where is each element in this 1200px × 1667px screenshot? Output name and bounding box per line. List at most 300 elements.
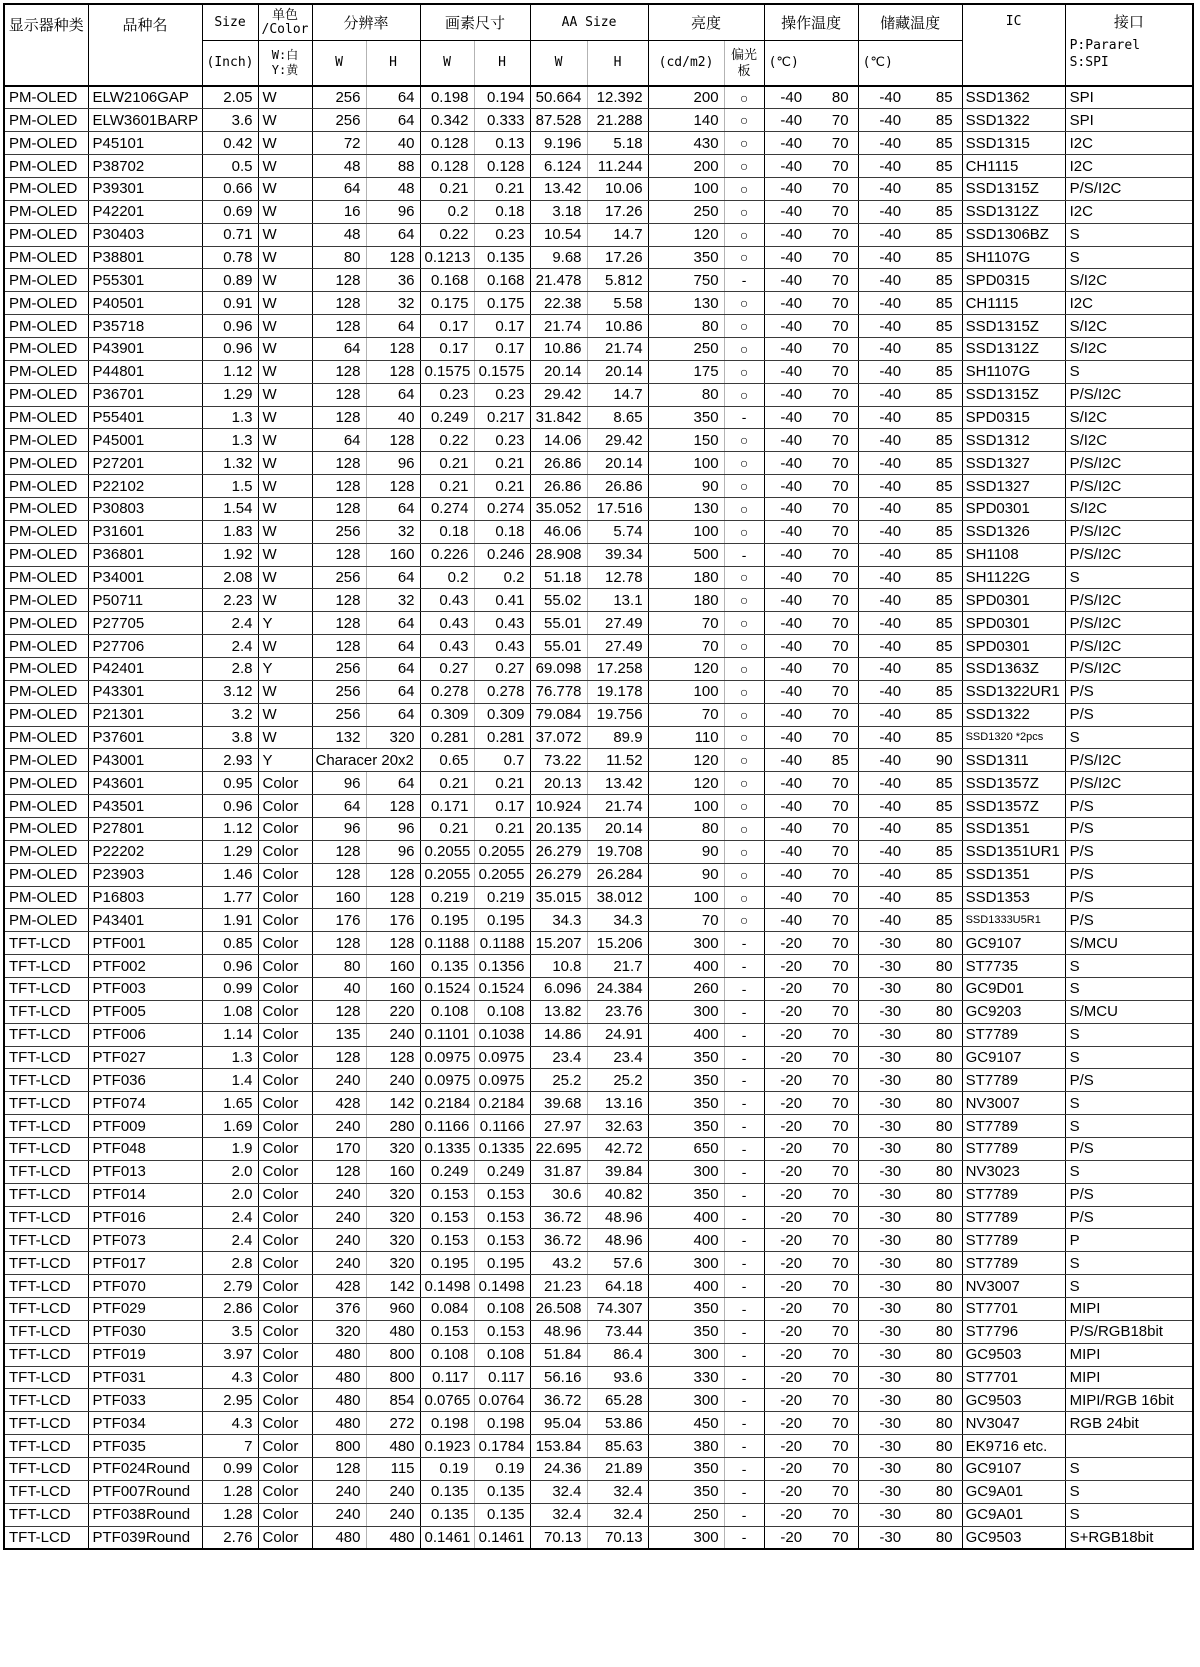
cell-display-type: PM-OLED — [4, 429, 88, 452]
table-row — [4, 543, 1193, 566]
cell-color-mode: Color — [258, 1480, 312, 1503]
cell-op-temp-low: -40 — [764, 726, 811, 749]
cell-op-temp-high: 70 — [811, 200, 858, 223]
cell-size: 0.91 — [202, 292, 258, 315]
cell-size: 1.65 — [202, 1092, 258, 1115]
cell-polarizer: - — [724, 1252, 764, 1275]
cell-color-mode: W — [258, 475, 312, 498]
cell-ic: SH1108 — [962, 543, 1065, 566]
cell-product-name: PTF039Round — [88, 1526, 202, 1549]
cell-op-temp-low: -40 — [764, 635, 811, 658]
cell-luminance: 400 — [648, 1275, 724, 1298]
cell-ic: GC9107 — [962, 932, 1065, 955]
cell-op-temp-high: 70 — [811, 520, 858, 543]
cell-res-w: 240 — [312, 1206, 366, 1229]
cell-product-name: P43501 — [88, 795, 202, 818]
cell-ic: SH1107G — [962, 246, 1065, 269]
cell-color-mode: W — [258, 269, 312, 292]
cell-px-h: 0.153 — [474, 1229, 530, 1252]
cell-storage-temp-low: -40 — [858, 680, 910, 703]
cell-product-name: P42401 — [88, 657, 202, 680]
cell-product-name: P43001 — [88, 749, 202, 772]
cell-aa-w: 21.478 — [530, 269, 587, 292]
cell-polarizer: - — [724, 1526, 764, 1549]
cell-storage-temp-high: 85 — [910, 909, 962, 932]
cell-aa-h: 24.91 — [587, 1023, 648, 1046]
cell-op-temp-low: -20 — [764, 978, 811, 1001]
cell-aa-w: 34.3 — [530, 909, 587, 932]
cell-luminance: 250 — [648, 337, 724, 360]
cell-res-h: 272 — [366, 1412, 420, 1435]
cell-op-temp-low: -20 — [764, 1343, 811, 1366]
cell-color-mode: Color — [258, 1503, 312, 1526]
table-row — [4, 452, 1193, 475]
cell-px-w: 0.309 — [420, 703, 474, 726]
cell-aa-h: 17.26 — [587, 200, 648, 223]
cell-product-name: PTF019 — [88, 1343, 202, 1366]
cell-op-temp-high: 70 — [811, 246, 858, 269]
cell-px-w: 0.2 — [420, 566, 474, 589]
cell-size: 1.9 — [202, 1138, 258, 1161]
cell-aa-h: 19.178 — [587, 680, 648, 703]
cell-interface: S — [1065, 1252, 1193, 1275]
cell-product-name: PTF074 — [88, 1092, 202, 1115]
cell-storage-temp-low: -40 — [858, 840, 910, 863]
cell-polarizer: - — [724, 406, 764, 429]
cell-ic: SSD1322 — [962, 109, 1065, 132]
cell-polarizer: - — [724, 955, 764, 978]
table-row — [4, 1366, 1193, 1389]
cell-res-w: 428 — [312, 1092, 366, 1115]
cell-op-temp-high: 70 — [811, 863, 858, 886]
cell-polarizer: ○ — [724, 177, 764, 200]
table-row — [4, 818, 1193, 841]
cell-size: 2.93 — [202, 749, 258, 772]
cell-ic: SPD0301 — [962, 589, 1065, 612]
col-subheader-color-key-yellow: Y:黄 — [271, 62, 299, 77]
cell-px-w: 0.274 — [420, 497, 474, 520]
cell-size: 0.96 — [202, 795, 258, 818]
cell-polarizer: - — [724, 1046, 764, 1069]
cell-op-temp-high: 70 — [811, 1000, 858, 1023]
cell-storage-temp-low: -30 — [858, 1389, 910, 1412]
cell-product-name: P22202 — [88, 840, 202, 863]
col-subheader-size-unit: (Inch) — [202, 40, 258, 86]
cell-aa-h: 38.012 — [587, 886, 648, 909]
cell-aa-h: 23.76 — [587, 1000, 648, 1023]
cell-aa-h: 48.96 — [587, 1229, 648, 1252]
cell-ic: SPD0301 — [962, 497, 1065, 520]
cell-op-temp-low: -40 — [764, 337, 811, 360]
cell-px-h: 0.21 — [474, 475, 530, 498]
cell-polarizer: - — [724, 1389, 764, 1412]
cell-polarizer: ○ — [724, 795, 764, 818]
cell-ic: SSD1333U5R1 — [962, 909, 1065, 932]
cell-color-mode: W — [258, 680, 312, 703]
cell-op-temp-high: 70 — [811, 543, 858, 566]
cell-product-name: ELW3601BARP — [88, 109, 202, 132]
cell-polarizer: - — [724, 1366, 764, 1389]
cell-res-w: 320 — [312, 1320, 366, 1343]
cell-product-name: P34001 — [88, 566, 202, 589]
cell-aa-w: 36.72 — [530, 1206, 587, 1229]
cell-size: 2.08 — [202, 566, 258, 589]
cell-aa-h: 48.96 — [587, 1206, 648, 1229]
cell-storage-temp-high: 80 — [910, 1480, 962, 1503]
table-row — [4, 200, 1193, 223]
cell-product-name: P30403 — [88, 223, 202, 246]
cell-storage-temp-high: 85 — [910, 223, 962, 246]
cell-px-w: 0.171 — [420, 795, 474, 818]
col-subheader-luminance-unit: (cd/m2) — [648, 40, 724, 86]
cell-ic: SSD1322 — [962, 703, 1065, 726]
cell-interface: P/S — [1065, 863, 1193, 886]
cell-aa-h: 23.4 — [587, 1046, 648, 1069]
table-row — [4, 1069, 1193, 1092]
cell-aa-w: 31.842 — [530, 406, 587, 429]
cell-interface: S — [1065, 1115, 1193, 1138]
cell-res-h: 854 — [366, 1389, 420, 1412]
cell-polarizer: ○ — [724, 863, 764, 886]
cell-px-w: 0.1101 — [420, 1023, 474, 1046]
cell-display-type: PM-OLED — [4, 109, 88, 132]
cell-res-w: 256 — [312, 657, 366, 680]
cell-luminance: 80 — [648, 818, 724, 841]
cell-luminance: 350 — [648, 1069, 724, 1092]
table-row — [4, 1229, 1193, 1252]
col-subheader-res-w: W — [312, 40, 366, 86]
cell-storage-temp-high: 85 — [910, 406, 962, 429]
cell-op-temp-high: 70 — [811, 223, 858, 246]
cell-size: 2.86 — [202, 1298, 258, 1321]
cell-size: 2.4 — [202, 1229, 258, 1252]
cell-luminance: 500 — [648, 543, 724, 566]
cell-res-w: 176 — [312, 909, 366, 932]
cell-interface: S — [1065, 955, 1193, 978]
cell-aa-w: 21.23 — [530, 1275, 587, 1298]
cell-px-w: 0.084 — [420, 1298, 474, 1321]
cell-op-temp-high: 70 — [811, 1389, 858, 1412]
cell-storage-temp-low: -40 — [858, 520, 910, 543]
table-row — [4, 840, 1193, 863]
cell-luminance: 350 — [648, 1480, 724, 1503]
cell-op-temp-high: 70 — [811, 155, 858, 178]
cell-product-name: P43601 — [88, 772, 202, 795]
cell-storage-temp-low: -40 — [858, 452, 910, 475]
cell-aa-w: 6.096 — [530, 978, 587, 1001]
cell-op-temp-low: -40 — [764, 269, 811, 292]
cell-op-temp-high: 70 — [811, 1275, 858, 1298]
cell-px-w: 0.43 — [420, 589, 474, 612]
cell-op-temp-low: -20 — [764, 1138, 811, 1161]
cell-px-h: 0.128 — [474, 155, 530, 178]
cell-res-w: 64 — [312, 337, 366, 360]
cell-display-type: PM-OLED — [4, 246, 88, 269]
cell-storage-temp-low: -40 — [858, 429, 910, 452]
cell-product-name: PTF030 — [88, 1320, 202, 1343]
cell-color-mode: Color — [258, 1000, 312, 1023]
cell-interface: S — [1065, 1480, 1193, 1503]
cell-op-temp-low: -40 — [764, 200, 811, 223]
cell-color-mode: Color — [258, 1298, 312, 1321]
cell-luminance: 380 — [648, 1435, 724, 1458]
cell-aa-w: 10.924 — [530, 795, 587, 818]
cell-interface: S+RGB18bit — [1065, 1526, 1193, 1549]
cell-px-w: 0.153 — [420, 1183, 474, 1206]
cell-op-temp-low: -20 — [764, 1389, 811, 1412]
cell-luminance: 80 — [648, 315, 724, 338]
cell-res-h: 88 — [366, 155, 420, 178]
cell-px-w: 0.226 — [420, 543, 474, 566]
cell-op-temp-low: -20 — [764, 932, 811, 955]
cell-res-h: 128 — [366, 795, 420, 818]
col-subheader-aa-w: W — [530, 40, 587, 86]
cell-ic: GC9A01 — [962, 1480, 1065, 1503]
cell-px-h: 0.2055 — [474, 863, 530, 886]
cell-color-mode: Color — [258, 863, 312, 886]
cell-display-type: TFT-LCD — [4, 1526, 88, 1549]
table-row — [4, 772, 1193, 795]
cell-op-temp-low: -40 — [764, 177, 811, 200]
cell-res-h: 280 — [366, 1115, 420, 1138]
cell-luminance: 400 — [648, 955, 724, 978]
cell-px-w: 0.153 — [420, 1206, 474, 1229]
cell-aa-h: 34.3 — [587, 909, 648, 932]
cell-product-name: PTF034 — [88, 1412, 202, 1435]
cell-interface: P/S/I2C — [1065, 452, 1193, 475]
cell-polarizer: ○ — [724, 520, 764, 543]
cell-storage-temp-high: 85 — [910, 566, 962, 589]
cell-storage-temp-low: -30 — [858, 1138, 910, 1161]
cell-luminance: 350 — [648, 1046, 724, 1069]
cell-aa-w: 39.68 — [530, 1092, 587, 1115]
cell-op-temp-high: 70 — [811, 109, 858, 132]
cell-px-w: 0.43 — [420, 635, 474, 658]
cell-storage-temp-low: -40 — [858, 406, 910, 429]
cell-aa-w: 37.072 — [530, 726, 587, 749]
cell-px-h: 0.153 — [474, 1183, 530, 1206]
cell-color-mode: Color — [258, 1366, 312, 1389]
cell-aa-w: 25.2 — [530, 1069, 587, 1092]
cell-res-w: 480 — [312, 1343, 366, 1366]
cell-res-h: 64 — [366, 86, 420, 109]
cell-res-w: 170 — [312, 1138, 366, 1161]
cell-display-type: PM-OLED — [4, 132, 88, 155]
cell-storage-temp-low: -30 — [858, 1275, 910, 1298]
cell-aa-h: 39.34 — [587, 543, 648, 566]
cell-product-name: ELW2106GAP — [88, 86, 202, 109]
cell-op-temp-high: 70 — [811, 1412, 858, 1435]
cell-polarizer: ○ — [724, 589, 764, 612]
cell-polarizer: ○ — [724, 703, 764, 726]
cell-interface: P/S/I2C — [1065, 749, 1193, 772]
cell-storage-temp-high: 85 — [910, 109, 962, 132]
cell-polarizer: - — [724, 1000, 764, 1023]
cell-storage-temp-low: -30 — [858, 1366, 910, 1389]
cell-luminance: 120 — [648, 749, 724, 772]
cell-ic: ST7735 — [962, 955, 1065, 978]
cell-ic: SPD0315 — [962, 269, 1065, 292]
cell-size: 1.32 — [202, 452, 258, 475]
cell-storage-temp-low: -40 — [858, 155, 910, 178]
cell-product-name: P38702 — [88, 155, 202, 178]
col-header-interface-note-parallel: P:Pararel — [1069, 38, 1141, 53]
cell-px-w: 0.175 — [420, 292, 474, 315]
cell-storage-temp-high: 80 — [910, 1115, 962, 1138]
cell-color-mode: Color — [258, 978, 312, 1001]
cell-luminance: 140 — [648, 109, 724, 132]
cell-display-type: TFT-LCD — [4, 1412, 88, 1435]
cell-aa-h: 13.42 — [587, 772, 648, 795]
cell-px-h: 0.198 — [474, 1412, 530, 1435]
cell-op-temp-high: 70 — [811, 657, 858, 680]
cell-size: 2.79 — [202, 1275, 258, 1298]
cell-storage-temp-low: -40 — [858, 109, 910, 132]
cell-color-mode: W — [258, 406, 312, 429]
cell-px-h: 0.278 — [474, 680, 530, 703]
cell-polarizer: - — [724, 1480, 764, 1503]
cell-res-w: 240 — [312, 1115, 366, 1138]
cell-storage-temp-high: 80 — [910, 1298, 962, 1321]
cell-aa-w: 27.97 — [530, 1115, 587, 1138]
cell-display-type: TFT-LCD — [4, 1023, 88, 1046]
cell-storage-temp-low: -40 — [858, 589, 910, 612]
cell-color-mode: W — [258, 429, 312, 452]
cell-luminance: 130 — [648, 292, 724, 315]
cell-storage-temp-high: 80 — [910, 1092, 962, 1115]
cell-color-mode: Color — [258, 1412, 312, 1435]
cell-product-name: PTF009 — [88, 1115, 202, 1138]
cell-display-type: PM-OLED — [4, 155, 88, 178]
cell-px-w: 0.1923 — [420, 1435, 474, 1458]
cell-px-h: 0.135 — [474, 246, 530, 269]
cell-aa-h: 24.384 — [587, 978, 648, 1001]
cell-storage-temp-low: -40 — [858, 726, 910, 749]
cell-res-h: 320 — [366, 1183, 420, 1206]
cell-res-w: 96 — [312, 818, 366, 841]
cell-aa-w: 30.6 — [530, 1183, 587, 1206]
cell-px-w: 0.21 — [420, 452, 474, 475]
cell-ic: NV3007 — [962, 1275, 1065, 1298]
cell-res-w: 800 — [312, 1435, 366, 1458]
cell-storage-temp-high: 80 — [910, 1458, 962, 1481]
cell-polarizer: - — [724, 1160, 764, 1183]
cell-res-w: 64 — [312, 177, 366, 200]
cell-res-w: 96 — [312, 772, 366, 795]
cell-storage-temp-low: -40 — [858, 86, 910, 109]
cell-ic: SPD0315 — [962, 406, 1065, 429]
cell-ic: SSD1357Z — [962, 795, 1065, 818]
cell-ic: GC9D01 — [962, 978, 1065, 1001]
cell-op-temp-high: 70 — [811, 1298, 858, 1321]
cell-res-w: 256 — [312, 703, 366, 726]
cell-display-type: PM-OLED — [4, 177, 88, 200]
cell-color-mode: W — [258, 223, 312, 246]
cell-op-temp-low: -20 — [764, 1366, 811, 1389]
cell-display-type: PM-OLED — [4, 406, 88, 429]
cell-ic: SPD0301 — [962, 612, 1065, 635]
cell-luminance: 80 — [648, 383, 724, 406]
col-subheader-color-key-white: W:白 — [271, 48, 299, 63]
cell-luminance: 180 — [648, 589, 724, 612]
table-row — [4, 612, 1193, 635]
cell-size: 2.76 — [202, 1526, 258, 1549]
cell-aa-h: 5.812 — [587, 269, 648, 292]
cell-aa-h: 93.6 — [587, 1366, 648, 1389]
cell-size: 3.2 — [202, 703, 258, 726]
cell-luminance: 350 — [648, 1115, 724, 1138]
cell-size: 0.5 — [202, 155, 258, 178]
cell-product-name: PTF003 — [88, 978, 202, 1001]
cell-interface: S — [1065, 1503, 1193, 1526]
cell-px-w: 0.0975 — [420, 1046, 474, 1069]
cell-aa-w: 26.86 — [530, 452, 587, 475]
cell-res-h: 480 — [366, 1526, 420, 1549]
cell-aa-h: 5.74 — [587, 520, 648, 543]
cell-interface: I2C — [1065, 132, 1193, 155]
cell-display-type: PM-OLED — [4, 909, 88, 932]
cell-interface: I2C — [1065, 155, 1193, 178]
cell-luminance: 300 — [648, 1389, 724, 1412]
cell-storage-temp-high: 85 — [910, 360, 962, 383]
cell-op-temp-high: 70 — [811, 1046, 858, 1069]
cell-aa-w: 55.02 — [530, 589, 587, 612]
cell-ic: ST7789 — [962, 1206, 1065, 1229]
cell-luminance: 100 — [648, 886, 724, 909]
cell-interface: P/S — [1065, 703, 1193, 726]
cell-res-w: 256 — [312, 520, 366, 543]
cell-aa-h: 8.65 — [587, 406, 648, 429]
cell-op-temp-high: 70 — [811, 1069, 858, 1092]
cell-res-w: 240 — [312, 1503, 366, 1526]
cell-px-h: 0.18 — [474, 200, 530, 223]
cell-storage-temp-high: 85 — [910, 132, 962, 155]
table-row — [4, 657, 1193, 680]
cell-aa-w: 48.96 — [530, 1320, 587, 1343]
cell-op-temp-low: -40 — [764, 863, 811, 886]
cell-op-temp-high: 70 — [811, 726, 858, 749]
cell-res-h: 32 — [366, 520, 420, 543]
table-row — [4, 635, 1193, 658]
cell-px-w: 0.198 — [420, 86, 474, 109]
cell-op-temp-high: 70 — [811, 177, 858, 200]
cell-res-h: 32 — [366, 589, 420, 612]
cell-polarizer: ○ — [724, 772, 764, 795]
cell-color-mode: Y — [258, 749, 312, 772]
cell-op-temp-low: -40 — [764, 589, 811, 612]
cell-res-w: 128 — [312, 1046, 366, 1069]
cell-op-temp-low: -40 — [764, 772, 811, 795]
table-row — [4, 475, 1193, 498]
col-header-display-type: 显示器种类 — [4, 4, 88, 86]
cell-res-h: 64 — [366, 772, 420, 795]
cell-op-temp-low: -40 — [764, 795, 811, 818]
cell-op-temp-low: -40 — [764, 109, 811, 132]
cell-size: 0.96 — [202, 337, 258, 360]
cell-size: 1.77 — [202, 886, 258, 909]
cell-op-temp-low: -40 — [764, 132, 811, 155]
cell-aa-h: 40.82 — [587, 1183, 648, 1206]
cell-product-name: P42201 — [88, 200, 202, 223]
cell-aa-w: 51.18 — [530, 566, 587, 589]
cell-aa-h: 17.516 — [587, 497, 648, 520]
cell-px-h: 0.249 — [474, 1160, 530, 1183]
cell-op-temp-high: 70 — [811, 475, 858, 498]
cell-display-type: PM-OLED — [4, 703, 88, 726]
cell-luminance: 180 — [648, 566, 724, 589]
cell-polarizer: - — [724, 1206, 764, 1229]
cell-storage-temp-high: 85 — [910, 589, 962, 612]
